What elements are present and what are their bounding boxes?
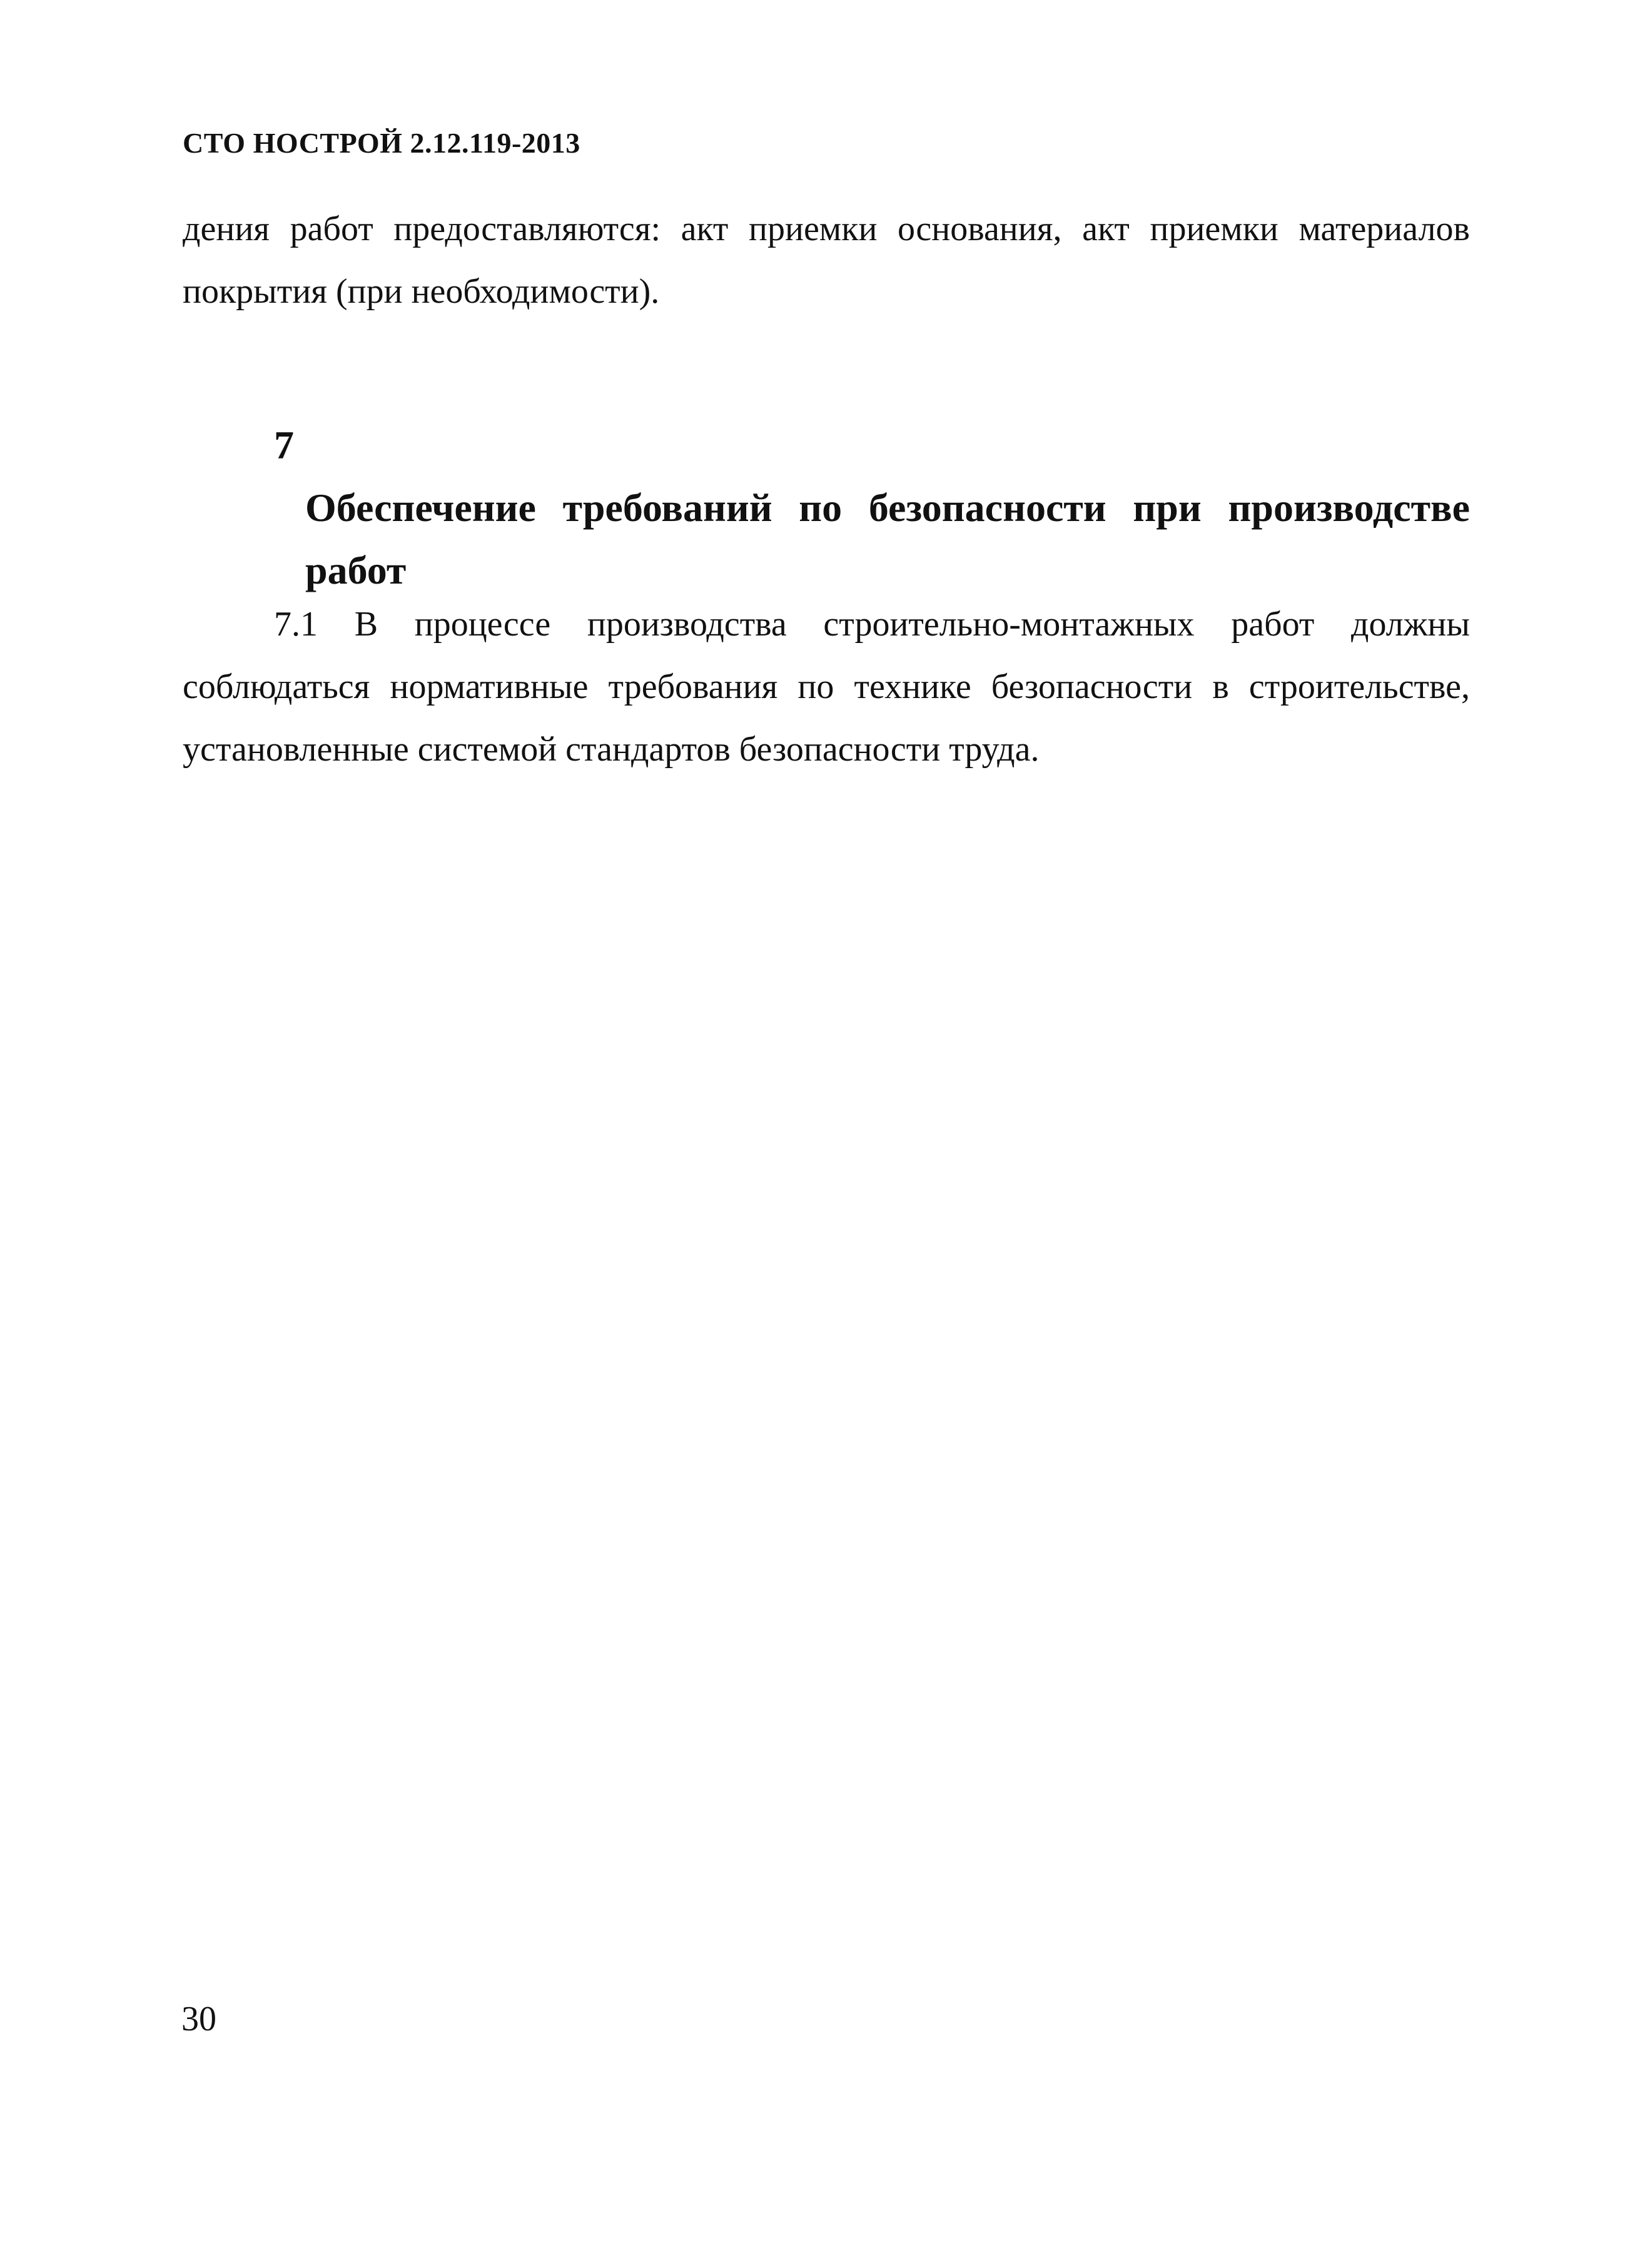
continuation-paragraph: дения работ предоставляются: акт приемки основания, акт приемки материалов покрытия (при необходимости).: [183, 210, 1470, 311]
page-number: 30: [181, 2000, 216, 2038]
paragraph-7-1: 7.1 В процессе производства строительно-монтажных работ должны соблюдаться нормативные требования по технике безопасности в строительстве, установленные системой стандартов безопасности труда.: [183, 605, 1470, 769]
section-title: Обеспечение требований по безопасности при производстве работ: [305, 485, 1470, 592]
section-heading: 7 Обеспечение требований по безопасности при производстве работ: [274, 414, 1470, 602]
document-code-header: СТО НОСТРОЙ 2.12.119-2013: [183, 127, 580, 159]
